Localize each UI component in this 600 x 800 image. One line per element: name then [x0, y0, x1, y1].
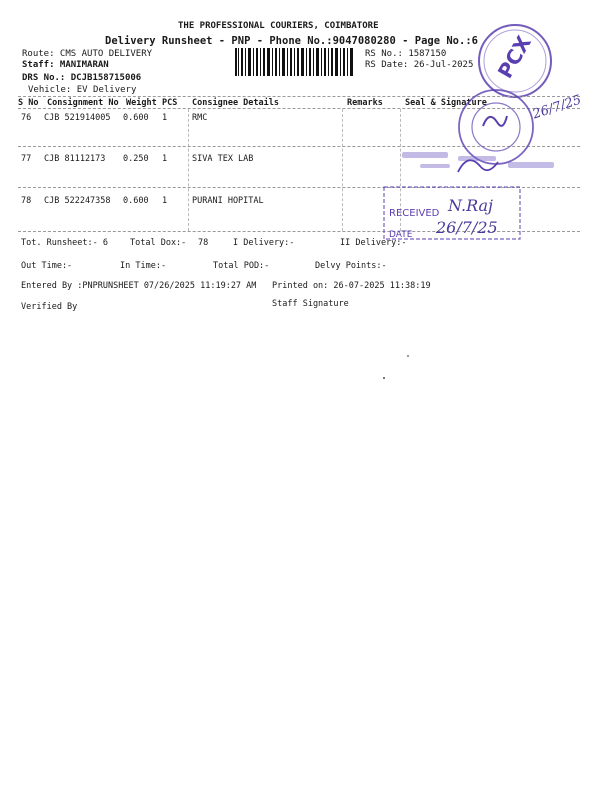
col-separator	[342, 109, 343, 231]
row-sno: 78	[21, 196, 32, 206]
printed-on: Printed on: 26-07-2025 11:38:19	[272, 281, 431, 291]
received-date: 26/7/25	[436, 218, 498, 237]
rs-number: RS No.: 1587150	[365, 49, 447, 59]
col-weight: Weight	[126, 98, 157, 108]
received-signature: N.Raj	[448, 196, 493, 215]
verified-by: Verified By	[21, 302, 78, 312]
staff: Staff: MANIMARAN	[22, 60, 109, 70]
col-separator	[188, 109, 189, 231]
row-pcs: 1	[162, 196, 168, 206]
row-sno: 76	[21, 113, 32, 123]
row-weight: 0.600	[123, 113, 149, 123]
i-delivery: I Delivery:-	[233, 238, 295, 248]
row-pcs: 1	[162, 154, 168, 164]
row-pcs: 1	[162, 113, 168, 123]
delvy-points: Delvy Points:-	[315, 261, 387, 271]
smudged-stamp	[400, 148, 560, 184]
row-consignee: SIVA TEX LAB	[192, 154, 254, 164]
speck	[407, 355, 409, 357]
total-pod: Total POD:-	[213, 261, 270, 271]
col-remarks: Remarks	[347, 98, 383, 108]
out-time: Out Time:-	[21, 261, 73, 271]
col-seal: Seal & Signature	[405, 98, 487, 108]
row-weight: 0.250	[123, 154, 149, 164]
row-consignment: CJB 521914005	[44, 113, 111, 123]
pcx-stamp-text: PCX	[492, 31, 536, 83]
rs-date: RS Date: 26-Jul-2025	[365, 60, 474, 70]
runsheet-title: Delivery Runsheet - PNP - Phone No.:9047080280 - Page No.:6	[105, 35, 478, 47]
date-label: DATE	[389, 230, 413, 240]
row-consignee: PURANI HOPITAL	[192, 196, 264, 206]
col-consignee: Consignee Details	[192, 98, 279, 108]
row-consignment: CJB 522247358	[44, 196, 111, 206]
total-runsheet: Tot. Runsheet:- 6	[21, 238, 108, 248]
row-consignee: RMC	[192, 113, 208, 123]
staff-signature: Staff Signature	[272, 299, 349, 309]
col-consignment: Consignment No	[47, 98, 119, 108]
in-time: In Time:-	[120, 261, 167, 271]
vehicle: Vehicle: EV Delivery	[28, 85, 137, 95]
drs-number: DRS No.: DCJB158715006	[22, 73, 142, 83]
received-label: RECEIVED	[389, 208, 440, 219]
col-pcs: PCS	[162, 98, 178, 108]
row-sno: 77	[21, 154, 32, 164]
speck	[383, 377, 385, 379]
ii-delivery: II Delivery:-	[340, 238, 407, 248]
entered-by: Entered By :PNPRUNSHEET 07/26/2025 11:19:27 AM	[21, 281, 257, 291]
row-weight: 0.600	[123, 196, 149, 206]
row-consignment: CJB 81112173	[44, 154, 106, 164]
barcode	[235, 48, 353, 76]
signature-date: 26/7/25	[530, 92, 584, 123]
company-name: THE PROFESSIONAL COURIERS, COIMBATORE	[178, 21, 379, 31]
route: Route: CMS AUTO DELIVERY	[22, 49, 153, 59]
total-dox-label: Total Dox:-	[130, 238, 187, 248]
total-dox-value: 78	[198, 238, 209, 248]
col-sno: S No	[18, 98, 39, 108]
